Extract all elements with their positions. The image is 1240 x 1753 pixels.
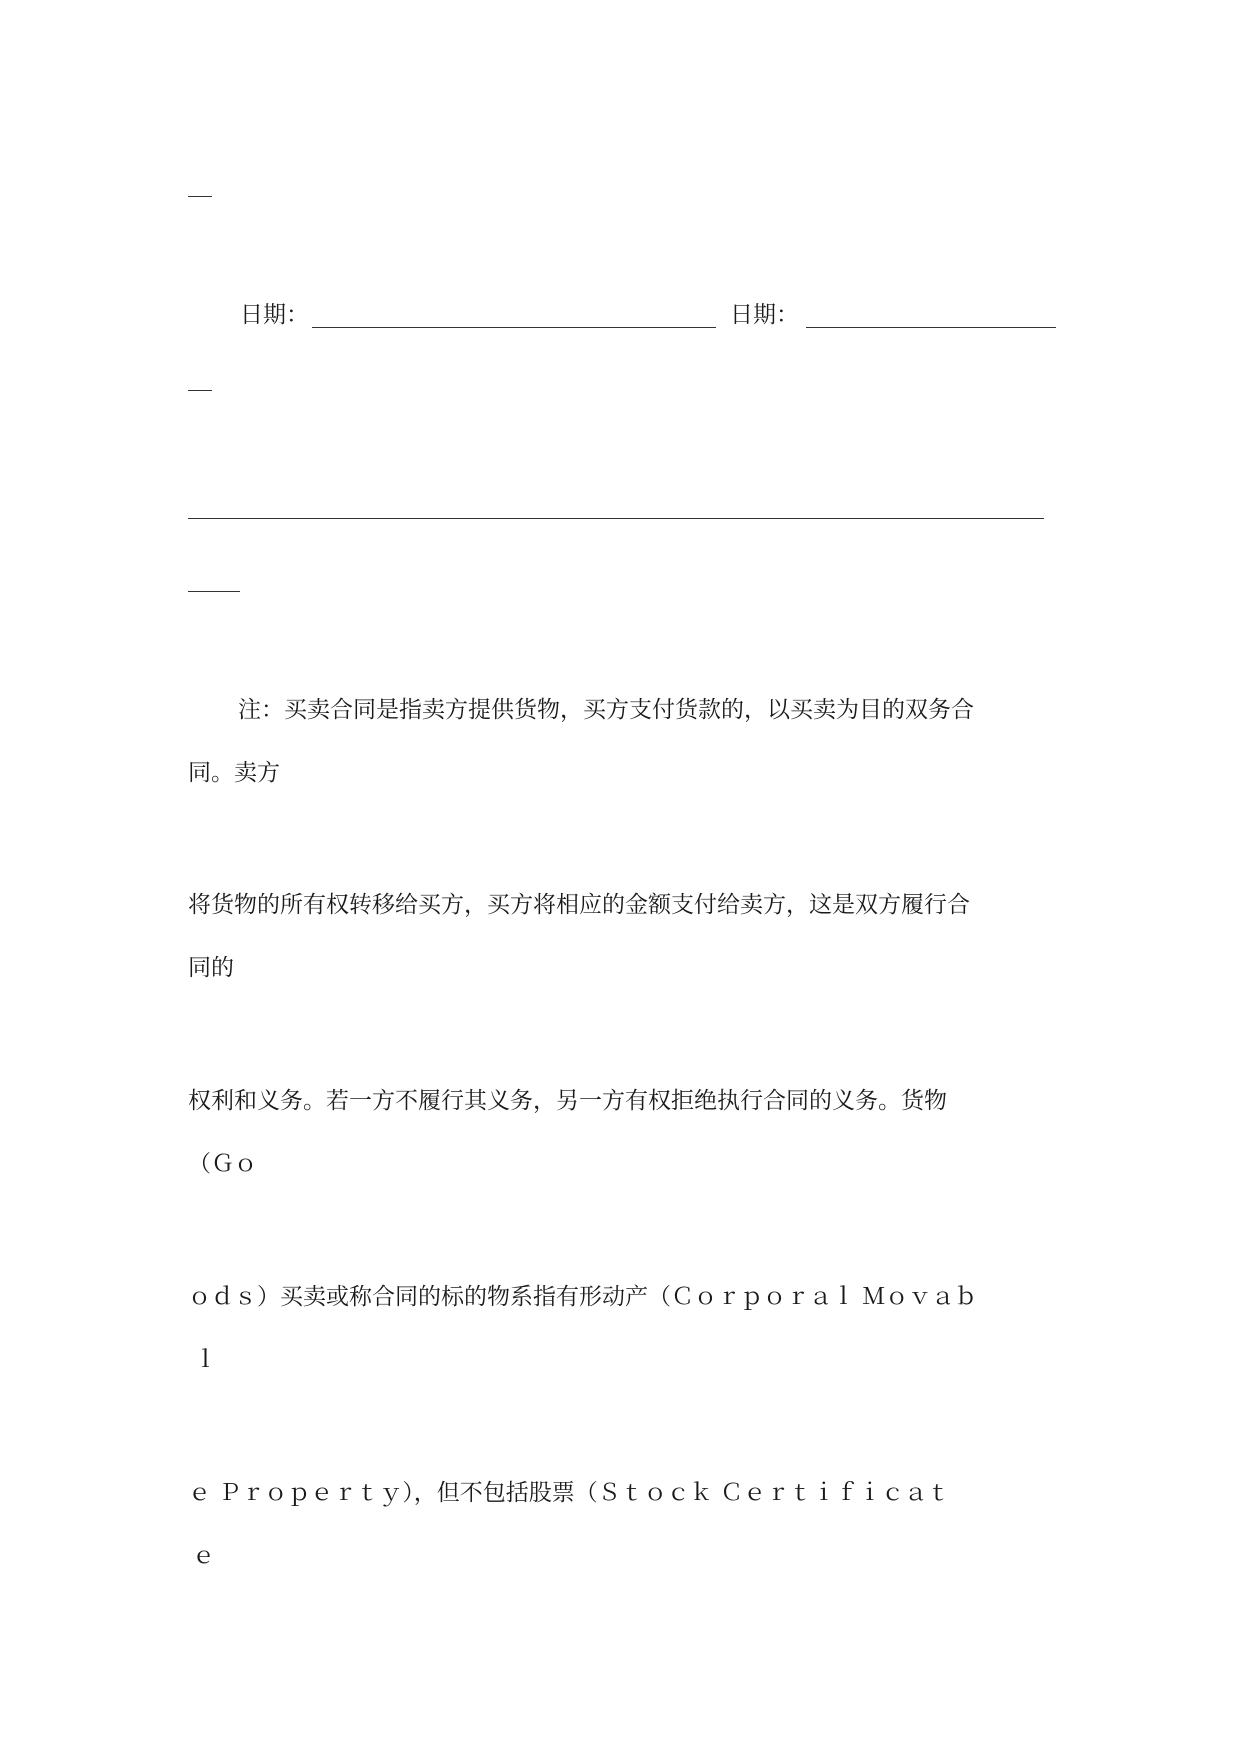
note-line-3-wrap: （Ｇｏ xyxy=(188,1151,257,1177)
date-blank-left xyxy=(312,327,716,328)
date-label-left: 日期： xyxy=(240,302,309,328)
note-line-3: 权利和义务。若一方不履行其义务，另一方有权拒绝执行合同的义务。货物 xyxy=(188,1088,947,1114)
date-blank-right xyxy=(806,327,1056,328)
long-blank-line xyxy=(188,518,1044,519)
note-line-5-wrap: ｅ xyxy=(192,1543,215,1569)
long-blank-line-continuation xyxy=(188,591,240,592)
note-line-4-wrap: ｌ xyxy=(194,1347,217,1373)
note-line-4: ｏｄｓ）买卖或称合同的标的物系指有形动产（Ｃｏｒｐｏｒａｌ Ｍｏｖａｂ xyxy=(188,1284,978,1310)
date-label-right: 日期： xyxy=(730,302,799,328)
note-line-1-wrap: 同。卖方 xyxy=(188,760,280,786)
note-line-2: 将货物的所有权转移给买方，买方将相应的金额支付给卖方，这是双方履行合 xyxy=(188,892,970,918)
note-line-2-wrap: 同的 xyxy=(188,955,234,981)
line-fragment-top xyxy=(188,196,212,197)
note-line-5: ｅ Ｐｒｏｐｅｒｔｙ），但不包括股票（Ｓｔｏｃｋ Ｃｅｒｔｉｆｉｃａｔ xyxy=(188,1480,951,1506)
line-fragment-date-continuation xyxy=(188,390,212,391)
note-line-1: 注：买卖合同是指卖方提供货物，买方支付货款的，以买卖为目的双务合 xyxy=(238,697,974,723)
